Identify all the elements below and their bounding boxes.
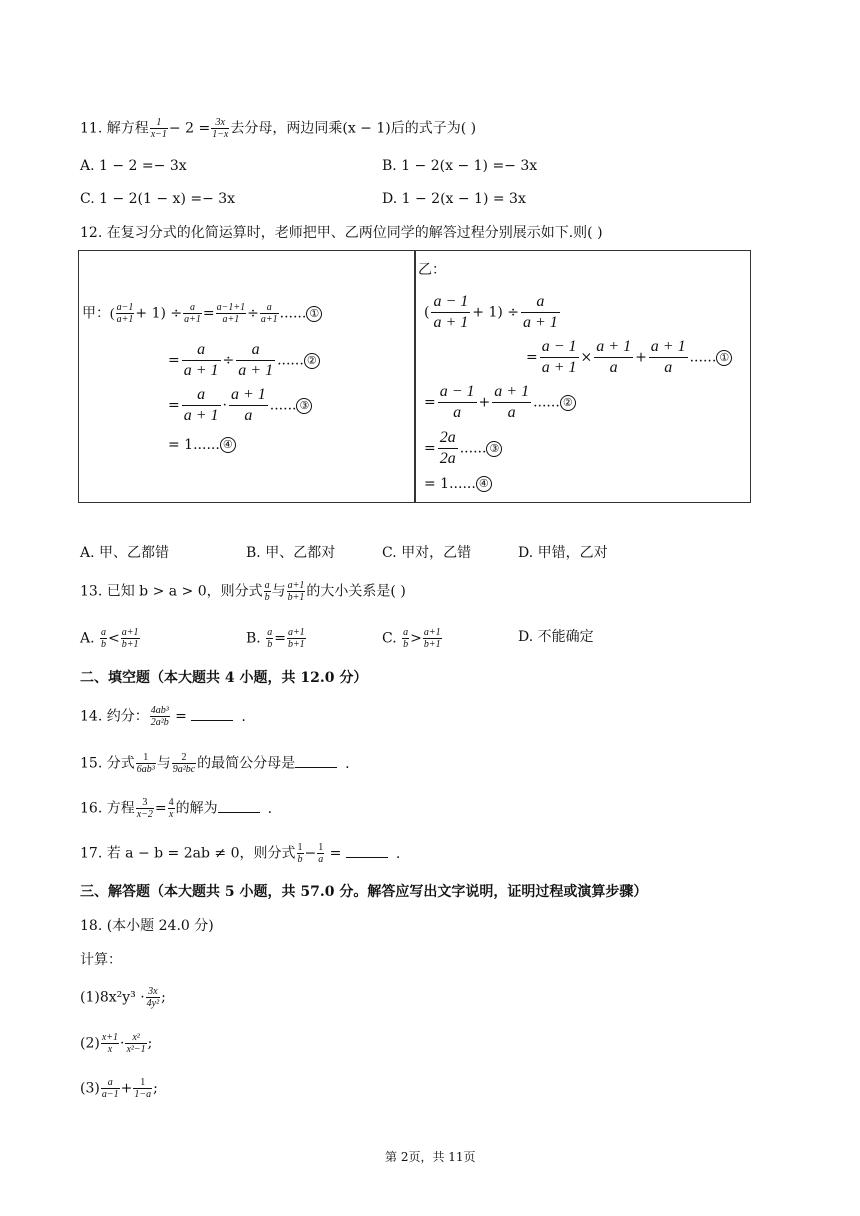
jia-line-4: = 1...... ④ (168, 437, 236, 454)
jia-line-3: = $\frac{a}{a + 1}$ · $\frac{a + 1}{a}$ ...... ③ (168, 385, 312, 426)
q11-option-b: B. 1 − 2(x − 1) =− 3x (382, 158, 538, 174)
yi-line-4: = $\frac{2a}{2a}$ ...... ③ (424, 428, 502, 469)
circled-3: ③ (486, 441, 502, 457)
q12-option-c: C. 甲对，乙错 (382, 545, 472, 561)
q11-prefix: 11. 解方程 (80, 120, 149, 137)
q12-stem: 12. 在复习分式的化简运算时，老师把甲、乙两位同学的解答过程分别展示如下.则( ) (80, 225, 603, 241)
q17: 17. 若 a − b = 2ab ≠ 0，则分式 $\frac{1}{b}$ − $\frac{1}{a}$ = . (80, 842, 401, 865)
q11-option-a: A. 1 − 2 =− 3x (80, 158, 187, 174)
q13-option-d: D. 不能确定 (518, 629, 594, 645)
circled-4: ④ (476, 476, 492, 492)
answer-blank[interactable] (191, 706, 233, 721)
q18-title: 18. (本小题 24.0 分) (80, 918, 214, 934)
q11-option-c: C. 1 − 2(1 − x) =− 3x (80, 191, 236, 207)
q11-suffix: 去分母，两边同乘(x − 1)后的式子为( ) (230, 120, 477, 137)
q18-part-1: (1)8x²y³ · $\frac{3x}{\text{4y²}}$ ; (80, 986, 166, 1009)
q11-frac2: $\frac{3x}{1-x}$ (212, 117, 229, 140)
q13-stem: 13. 已知 b > a > 0，则分式 $\frac{a}{b}$ 与 $\frac{a+1}{b+1}$ 的大小关系是( ) (80, 580, 406, 603)
q12-option-b: B. 甲、乙都对 (246, 545, 336, 561)
q11-stem (80, 117, 476, 140)
answer-blank[interactable] (295, 753, 337, 768)
circled-2: ② (560, 395, 576, 411)
yi-line-3: = $\frac{a - 1}{a}$ + $\frac{a + 1}{a}$ ...... ② (424, 382, 576, 423)
q18-intro: 计算： (80, 952, 122, 968)
jia-label: 甲： (82, 305, 110, 322)
answer-blank[interactable] (346, 843, 388, 858)
yi-line-2: = $\frac{a - 1}{a + 1}$ × $\frac{a + 1}{a}$ + $\frac{a + 1}{a}$ ...... ① (526, 337, 732, 378)
q15: 15. 分式 $\frac{1}{\text{6ab³}}$ 与 $\frac{2}{\text{9a²bc}}$ 的最简公分母是 . (80, 752, 350, 775)
q18-part-3: (3) $\frac{a}{a-1}$ + $\frac{1}{1-a}$ ; (80, 1077, 158, 1100)
jia-line-1: 甲：( $\frac{a-1}{a+1}$ + 1) ÷ $\frac{a}{a+1}$ = $\frac{a-1+1}{a+1}$ ÷ $\frac{a}{a+1}$ ...... ① (82, 302, 322, 325)
page-footer: 第 2页，共 11页 (385, 1150, 476, 1164)
circled-3: ③ (296, 398, 312, 414)
q11-option-d: D. 1 − 2(x − 1) = 3x (382, 191, 526, 207)
section-2-heading: 二、填空题（本大题共 4 小题，共 12.0 分） (80, 670, 368, 686)
yi-label: 乙： (418, 262, 446, 278)
q12-option-a: A. 甲、乙都错 (80, 545, 170, 561)
section-3-heading: 三、解答题（本大题共 5 小题，共 57.0 分。解答应写出文字说明，证明过程或演算步骤） (80, 884, 648, 900)
q11-eq: − 2 = (168, 120, 211, 137)
answer-blank[interactable] (218, 798, 260, 813)
yi-line-1: ( $\frac{a - 1}{a + 1}$ + 1) ÷ $\frac{a}{a + 1}$ (424, 293, 558, 331)
circled-1: ① (716, 350, 732, 366)
circled-2: ② (304, 353, 320, 369)
q12-option-d: D. 甲错，乙对 (518, 545, 608, 561)
jia-line-2: = $\frac{a}{a + 1}$ ÷ $\frac{a}{a + 1}$ ...... ② (168, 340, 320, 381)
yi-line-5: = 1...... ④ (424, 476, 492, 493)
q13-option-c: C. $\frac{a}{b}$ > $\frac{a+1}{b+1}$ (382, 627, 441, 650)
q11-frac1: $\frac{1}{x-1}$ (150, 117, 167, 140)
q18-part-2: (2) $\frac{x+1}{x}$ · $\frac{\text{x²}}{\text{x²−1}}$ ; (80, 1032, 153, 1055)
circled-4: ④ (220, 437, 236, 453)
circled-1: ① (306, 306, 322, 322)
q13-option-a: A. $\frac{a}{b}$ < $\frac{a+1}{b+1}$ (80, 627, 139, 650)
q13-option-b: B. $\frac{a}{b}$ = $\frac{a+1}{b+1}$ (246, 627, 305, 650)
q16: 16. 方程 $\frac{3}{x-2}$ = $\frac{4}{x}$ 的解为 . (80, 797, 273, 820)
q14: 14. 约分： $\frac{\text{4ab³}}{\text{2a²b}}$ = . (80, 705, 246, 728)
